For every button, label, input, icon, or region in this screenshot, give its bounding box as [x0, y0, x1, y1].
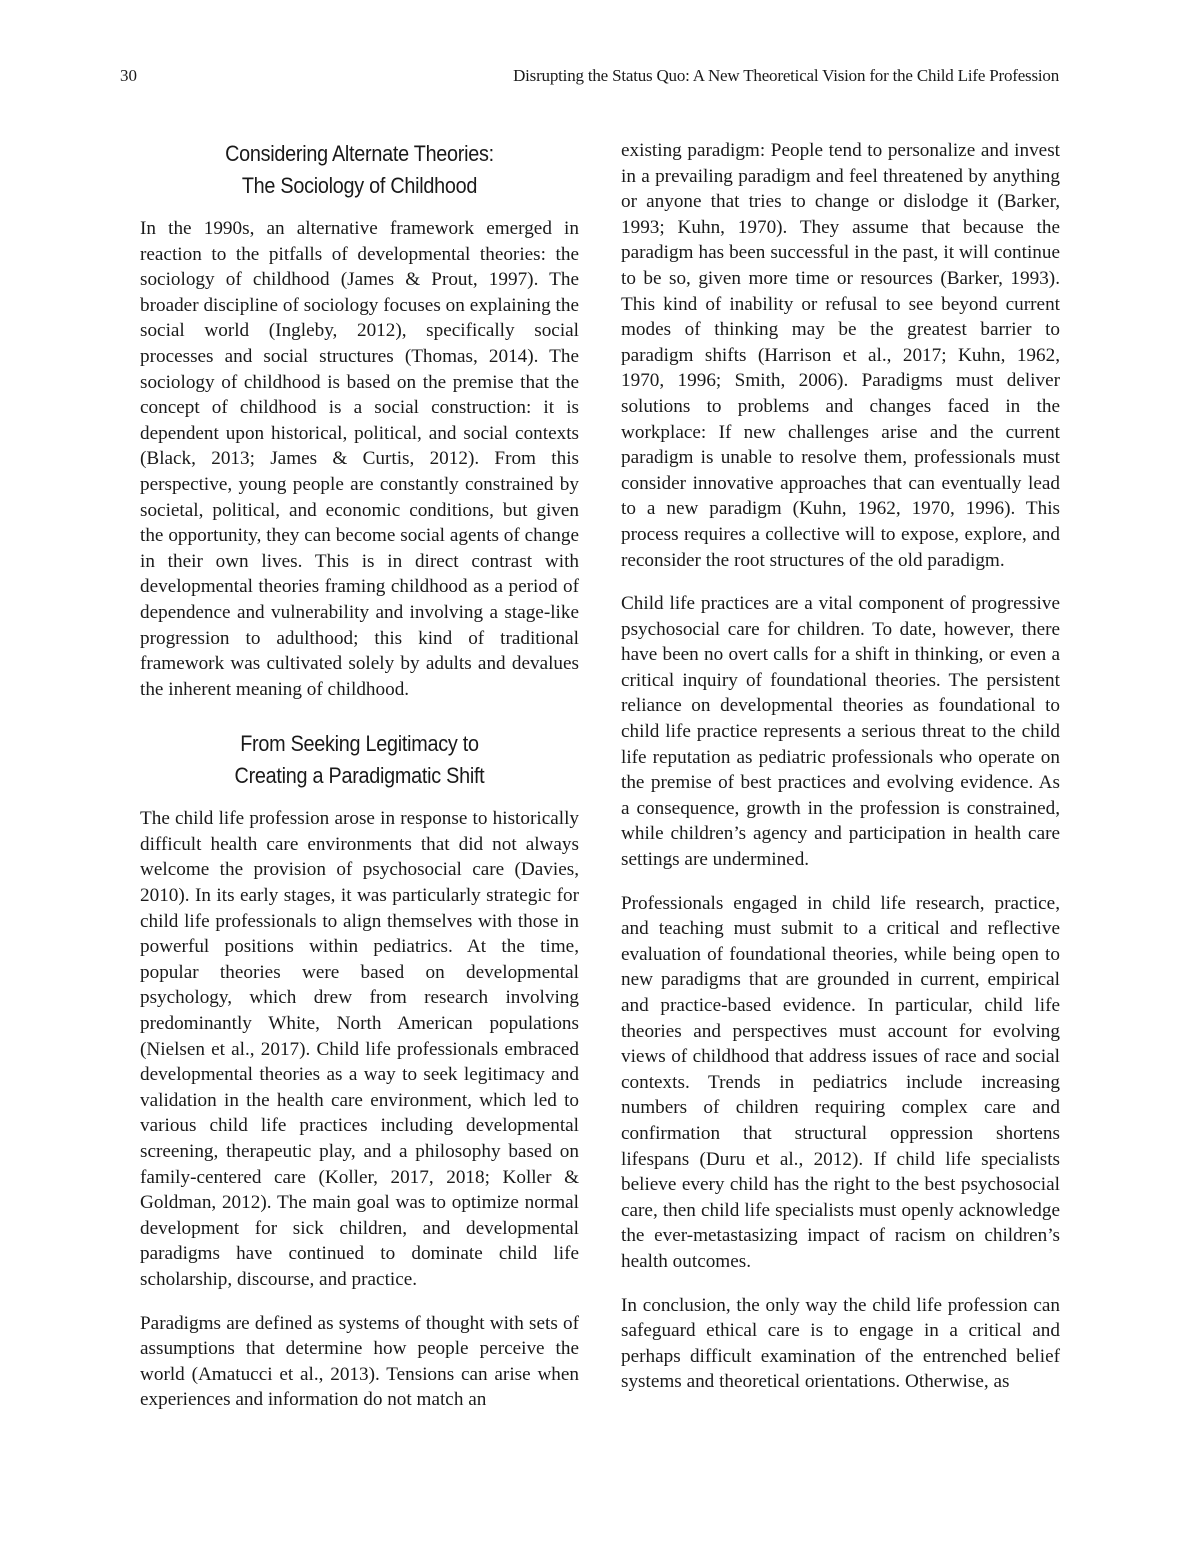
body-paragraph: The child life profession arose in response to historically difficult health care environments that did not always welcome the provision of psychosocial care (Davies, 2010). In its early stages, it was particularly strategic for child life professionals to align themselves with those in powerful positions within pediatrics. At the time, popular theories were based on developmental psychology, which drew from research involving predominantly White, North American populations (Nielsen et al., 2017). Child life professionals embraced developmental theories as a way to seek legitimacy and validation in the health care environment, which led to various child life practices including developmental screening, therapeutic play, and a philosophy based on family-centered care (Koller, 2017, 2018; Koller & Goldman, 2012). The main goal was to optimize normal development for sick children, and developmental paradigms have continued to dominate child life scholarship, discourse, and practice.	[140, 808, 579, 1290]
heading-line: Considering Alternate Theories:	[225, 141, 494, 166]
heading-line: The Sociology of Childhood	[241, 173, 478, 198]
section-heading-sociology	[166, 138, 552, 202]
heading-line: From Seeking Legitimacy to	[240, 731, 479, 757]
page-number: 30	[120, 66, 137, 85]
left-column	[140, 138, 579, 1431]
running-title: Disrupting the Status Quo: A New Theoretical Vision for the Child Life Profession	[513, 66, 1059, 85]
heading-line: Creating a Paradigmatic Shift	[234, 763, 485, 789]
body-paragraph: In the 1990s, an alternative framework emerged in reaction to the pitfalls of developmental theories: the sociology of childhood (James & Prout, 1997). The broader discipline of sociology focuses on explaining the social world (Ingleby, 2012), specifically social processes and social structures (Thomas, 2014). The sociology of childhood is based on the premise that the concept of childhood is a social construction: it is dependent upon historical, political, and social contexts (Black, 2013; James & Curtis, 2012). From this perspective, young people are constantly constrained by societal, political, and economic conditions, but given the opportunity, they can become social agents of change in their own lives. This is in direct contrast with developmental theories framing childhood as a period of dependence and vulnerability and involving a stage-like progression to adulthood; this kind of traditional framework was cultivated solely by adults and devalues the inherent meaning of childhood.	[140, 218, 579, 700]
section-heading-paradigm-shift	[166, 728, 552, 792]
running-head	[0, 64, 1200, 94]
body-paragraph: existing paradigm: People tend to personalize and invest in a prevailing paradigm and feel threatened by anything or anyone that tries to change or dislodge it (Barker, 1993; Kuhn, 1970). They assume that because the paradigm has been successful in the past, it will continue to be so, given more time or resources (Barker, 1993). This kind of inability or refusal to see beyond current modes of thinking may be the greatest barrier to paradigm shifts (Harrison et al., 2017; Kuhn, 1962, 1970, 1996; Smith, 2006). Paradigms must deliver solutions to problems and changes faced in the workplace: If new challenges arise and the current paradigm is unable to resolve them, professionals must consider innovative approaches that can eventually lead to a new paradigm (Kuhn, 1962, 1970, 1996). This process requires a collective will to expose, explore, and reconsider the root structures of the old paradigm.	[621, 140, 1060, 571]
body-paragraph: Paradigms are defined as systems of thought with sets of assumptions that determine how people perceive the world (Amatucci et al., 2013). Tensions can arise when experiences and information do not match an	[140, 1312, 579, 1411]
right-column	[621, 138, 1060, 1413]
body-paragraph: Child life practices are a vital component of progressive psychosocial care for children. To date, however, there have been no overt calls for a shift in thinking, or even a critical inquiry of foundational theories. The persistent reliance on developmental theories as foundational to child life practice represents a serious threat to the child life reputation as pediatric professionals who operate on the premise of best practices and evolving evidence. As a consequence, growth in the profession is constrained, while children’s agency and participation in health care settings are undermined.	[621, 593, 1060, 871]
body-paragraph: In conclusion, the only way the child life profession can safeguard ethical care is to engage in a critical and perhaps difficult examination of the entrenched belief systems and theoretical orientations. Otherwise, as	[621, 1294, 1060, 1393]
body-paragraph: Professionals engaged in child life research, practice, and teaching must submit to a critical and reflective evaluation of foundational theories, while being open to new paradigms that are grounded in current, empirical and practice-based evidence. In particular, child life theories and perspectives must account for evolving views of childhood that address issues of race and social contexts. Trends in pediatrics include increasing numbers of children requiring complex care and confirmation that structural oppression shortens lifespans (Duru et al., 2012). If child life specialists believe every child has the right to the best psychosocial care, then child life specialists must openly acknowledge the ever-metastasizing impact of racism on children’s health outcomes.	[621, 892, 1060, 1272]
